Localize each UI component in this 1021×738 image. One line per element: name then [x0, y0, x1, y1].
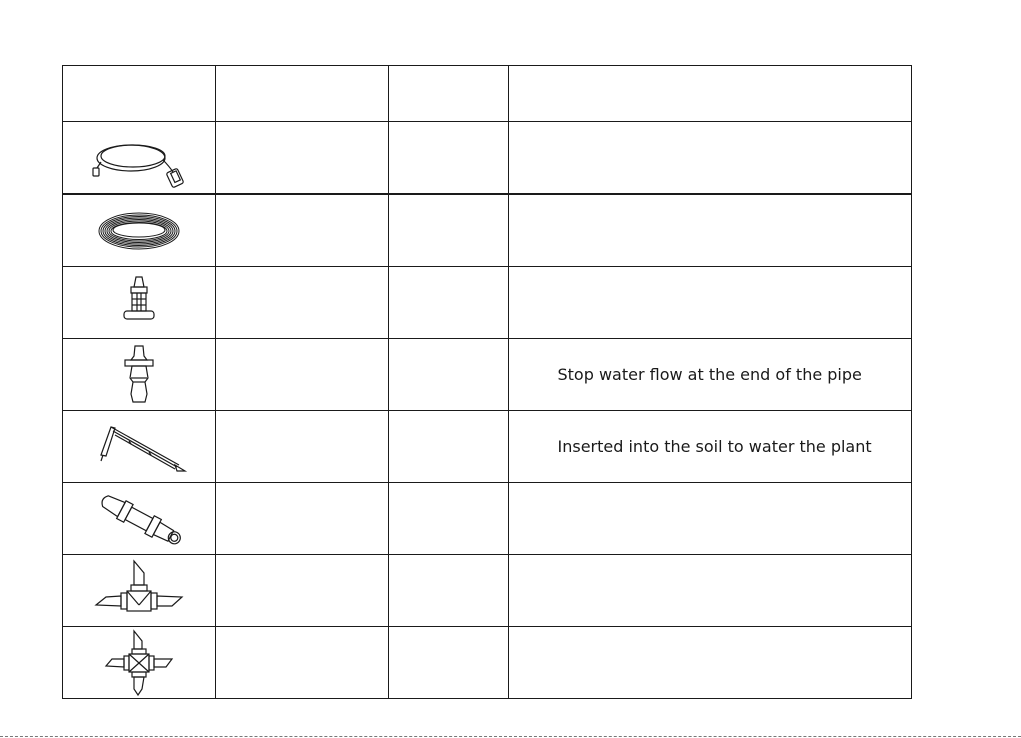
header-quantity [389, 66, 508, 122]
table-row [63, 627, 912, 699]
name-cell [216, 122, 389, 195]
description-cell [508, 194, 912, 267]
description-cell [508, 267, 912, 339]
description-cell [508, 122, 912, 195]
description-cell [508, 555, 912, 627]
table-header-row [63, 66, 912, 122]
quantity-cell [389, 555, 508, 627]
quantity-cell [389, 194, 508, 267]
coiled-tube-icon [94, 206, 184, 256]
description-cell [508, 627, 912, 699]
name-cell [216, 555, 389, 627]
table-row [63, 267, 912, 339]
description-cell [508, 483, 912, 555]
usb-cable-icon [89, 128, 189, 188]
image-cell [63, 483, 216, 555]
drip-stake-icon [89, 417, 189, 477]
quantity-cell [389, 627, 508, 699]
description-cell: Inserted into the soil to water the plant [508, 411, 912, 483]
cross-connector-icon [104, 629, 174, 697]
table-row [63, 194, 912, 267]
header-description [508, 66, 912, 122]
quantity-cell [389, 339, 508, 411]
header-image [63, 66, 216, 122]
image-cell [63, 339, 216, 411]
name-cell [216, 411, 389, 483]
name-cell [216, 339, 389, 411]
name-cell [216, 194, 389, 267]
table-row [63, 483, 912, 555]
parts-list-table [62, 65, 912, 699]
table-row [63, 122, 912, 195]
name-cell [216, 483, 389, 555]
tee-connector-icon [94, 559, 184, 623]
table-row [63, 339, 912, 411]
page-bottom-divider [0, 736, 1021, 737]
description-cell: Stop water flow at the end of the pipe [508, 339, 912, 411]
image-cell [63, 555, 216, 627]
quantity-cell [389, 411, 508, 483]
name-cell [216, 267, 389, 339]
pipe-connector-icon [119, 273, 159, 333]
name-cell [216, 627, 389, 699]
end-plug-icon [119, 344, 159, 406]
quantity-cell [389, 122, 508, 195]
image-cell [63, 194, 216, 267]
quantity-cell [389, 483, 508, 555]
image-cell [63, 627, 216, 699]
image-cell [63, 411, 216, 483]
table-row [63, 411, 912, 483]
image-cell [63, 267, 216, 339]
table-row [63, 555, 912, 627]
image-cell [63, 122, 216, 195]
straight-connector-icon [89, 489, 189, 549]
quantity-cell [389, 267, 508, 339]
header-name [216, 66, 389, 122]
